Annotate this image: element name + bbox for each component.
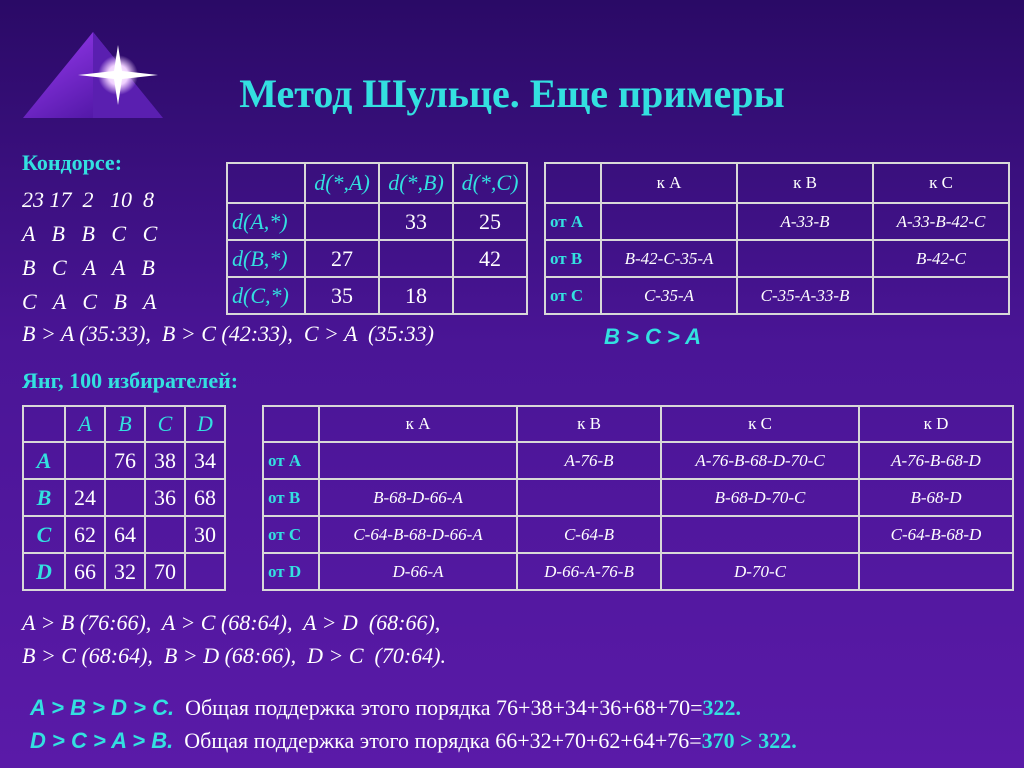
table-cell: 70 — [145, 553, 185, 590]
table-cell: A-33-B-42-C — [873, 203, 1009, 240]
row-header: от C — [545, 277, 601, 314]
yang-pairwise-line-1: A > B (76:66), A > C (68:64), A > D (68:66), — [22, 610, 441, 635]
yang-path-table — [262, 405, 1014, 591]
column-header: к B — [517, 406, 661, 442]
table-cell: A-76-B — [517, 442, 661, 479]
table-cell — [859, 553, 1013, 590]
condorcet-order: B > C > A — [604, 324, 701, 349]
table-cell — [185, 553, 225, 590]
table-cell: 34 — [185, 442, 225, 479]
table-cell — [65, 442, 105, 479]
row-header: d(C,*) — [227, 277, 305, 314]
yang-matrix-table — [22, 405, 226, 591]
table-cell: 35 — [305, 277, 379, 314]
page-title: Метод Шульце. Еще примеры — [239, 71, 785, 116]
order-label: A > B > D > C. — [30, 695, 175, 720]
table-corner-cell — [23, 406, 65, 442]
table-cell: 42 — [453, 240, 527, 277]
table-cell: 62 — [65, 516, 105, 553]
column-header: A — [65, 406, 105, 442]
table-corner-cell — [227, 163, 305, 203]
row-header: от C — [263, 516, 319, 553]
yang-order-line-2 — [22, 710, 797, 754]
table-cell: 32 — [105, 553, 145, 590]
order-label: D > C > A > B. — [30, 728, 174, 753]
table-cell — [453, 277, 527, 314]
row-header: C — [23, 516, 65, 553]
column-header: d(*,A) — [305, 163, 379, 203]
column-header: к D — [859, 406, 1013, 442]
ballot-row: 23 17 2 10 8 — [22, 187, 154, 212]
row-header: от B — [263, 479, 319, 516]
table-cell: A-76-B-68-D-70-C — [661, 442, 859, 479]
table-cell — [661, 516, 859, 553]
table-cell: 36 — [145, 479, 185, 516]
table-cell: C-35-A-33-B — [737, 277, 873, 314]
column-header: к A — [601, 163, 737, 203]
table-cell: 68 — [185, 479, 225, 516]
table-cell — [319, 442, 517, 479]
table-cell: A-33-B — [737, 203, 873, 240]
table-cell — [873, 277, 1009, 314]
table-cell: B-68-D — [859, 479, 1013, 516]
table-cell: C-64-B — [517, 516, 661, 553]
table-corner-cell — [263, 406, 319, 442]
condorcet-ballots — [22, 183, 157, 319]
yang-header: Янг, 100 избирателей: — [22, 368, 239, 393]
ballot-row: B C A A B — [22, 255, 155, 280]
row-header: от A — [263, 442, 319, 479]
table-cell: 38 — [145, 442, 185, 479]
ballot-row: C A C B A — [22, 289, 157, 314]
table-cell — [517, 479, 661, 516]
table-cell: B-68-D-70-C — [661, 479, 859, 516]
order-support-text: Общая поддержка этого порядка 76+38+34+36+68+70= — [174, 695, 703, 720]
table-cell: 24 — [65, 479, 105, 516]
table-cell: 27 — [305, 240, 379, 277]
table-cell: 64 — [105, 516, 145, 553]
table-cell: C-64-B-68-D-66-A — [319, 516, 517, 553]
condorcet-conclusion: B > A (35:33), B > C (42:33), C > A (35:33) — [22, 321, 434, 346]
column-header: C — [145, 406, 185, 442]
table-cell — [105, 479, 145, 516]
row-header: D — [23, 553, 65, 590]
order-total: 322. — [702, 695, 741, 720]
column-header: d(*,C) — [453, 163, 527, 203]
table-cell: 66 — [65, 553, 105, 590]
table-cell: 25 — [453, 203, 527, 240]
table-cell: B-42-C-35-A — [601, 240, 737, 277]
table-cell: D-66-A-76-B — [517, 553, 661, 590]
row-header: от B — [545, 240, 601, 277]
table-corner-cell — [545, 163, 601, 203]
table-cell: C-35-A — [601, 277, 737, 314]
table-cell: B-68-D-66-A — [319, 479, 517, 516]
order-total: 370 > 322. — [701, 728, 797, 753]
order-support-text: Общая поддержка этого порядка 66+32+70+62+64+76= — [173, 728, 702, 753]
table-cell: C-64-B-68-D — [859, 516, 1013, 553]
yang-pairwise-line-2: B > C (68:64), B > D (68:66), D > C (70:64). — [22, 643, 446, 668]
column-header: B — [105, 406, 145, 442]
table-cell: 30 — [185, 516, 225, 553]
row-header: d(B,*) — [227, 240, 305, 277]
row-header: от D — [263, 553, 319, 590]
column-header: к C — [661, 406, 859, 442]
row-header: A — [23, 442, 65, 479]
column-header: D — [185, 406, 225, 442]
row-header: от A — [545, 203, 601, 240]
table-cell — [379, 240, 453, 277]
column-header: к B — [737, 163, 873, 203]
table-cell: 18 — [379, 277, 453, 314]
column-header: к A — [319, 406, 517, 442]
table-cell — [601, 203, 737, 240]
ballot-row: A B B C C — [22, 221, 158, 246]
table-cell: A-76-B-68-D — [859, 442, 1013, 479]
column-header: к C — [873, 163, 1009, 203]
condorcet-path-table — [544, 162, 1010, 315]
row-header: d(A,*) — [227, 203, 305, 240]
table-cell: 33 — [379, 203, 453, 240]
table-cell: 76 — [105, 442, 145, 479]
table-cell: D-70-C — [661, 553, 859, 590]
table-cell: B-42-C — [873, 240, 1009, 277]
row-header: B — [23, 479, 65, 516]
table-cell — [305, 203, 379, 240]
table-cell — [737, 240, 873, 277]
table-cell — [145, 516, 185, 553]
column-header: d(*,B) — [379, 163, 453, 203]
condorcet-header: Кондорсе: — [22, 150, 123, 175]
condorcet-d-table — [226, 162, 528, 315]
table-cell: D-66-A — [319, 553, 517, 590]
